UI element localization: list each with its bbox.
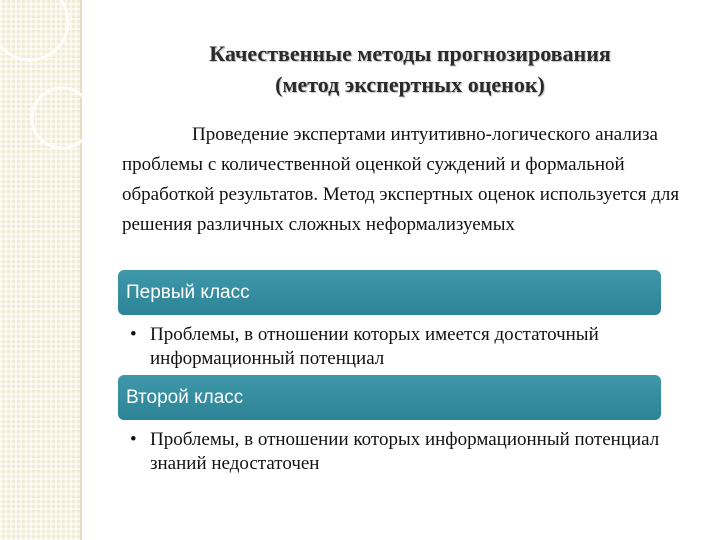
class-header-second: Второй класс — [118, 375, 661, 420]
title-line-1: Качественные методы прогнозирования — [209, 41, 611, 66]
class-bullet-first — [128, 323, 668, 371]
class-bullet-text: Проблемы, в отношении которых информационный потенциал знаний недостаточен — [150, 429, 660, 474]
class-bullet-text: Проблемы, в отношении которых имеется достаточный информационный потенциал — [150, 324, 599, 369]
class-bullet-second — [128, 428, 668, 476]
slide-title — [130, 38, 690, 100]
title-line-2: (метод экспертных оценок) — [275, 72, 545, 97]
intro-text: Проведение экспертами интуитивно-логического анализа проблемы с количественной оценкой суждений и формальной обработкой результатов. Метод экспертных оценок используется для решения различных сложных неформализуемых — [122, 124, 680, 235]
bullet-dot-icon: • — [130, 324, 137, 345]
intro-paragraph — [122, 120, 682, 265]
class-header-first: Первый класс — [118, 270, 661, 315]
bullet-dot-icon: • — [130, 429, 137, 450]
decorative-circles-icon — [0, 0, 82, 160]
